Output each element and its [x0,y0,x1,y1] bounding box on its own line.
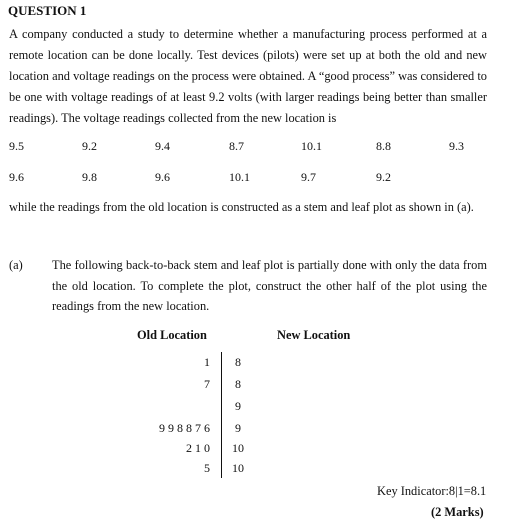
stem-value: 9 [235,421,241,435]
marks-label: (2 Marks) [431,505,484,519]
reading: 9.6 [155,170,170,184]
reading: 9.8 [82,170,97,184]
reading: 8.8 [376,139,391,153]
reading: 9.6 [9,170,24,184]
reading: 9.4 [155,139,170,153]
reading: 9.2 [376,170,391,184]
old-location-header: Old Location [137,328,207,342]
old-leaves: 1 [204,355,210,369]
reading: 9.3 [449,139,464,153]
intro-paragraph: A company conducted a study to determine whether a manufacturing process performed at a remote location can be done locally. Test devices (pilots) were set up at both the old and new location and voltage readings on the process were obtained. A “good process” was considered to be one with voltage readings of at least 9.2 volts (with larger readings being better than smaller readings). The voltage readings collected from the new location is [9,27,487,125]
reading: 9.7 [301,170,316,184]
new-location-header: New Location [277,328,351,342]
old-leaves [90,399,210,417]
readings-row-1 [0,139,514,155]
reading: 9.2 [82,139,97,153]
reading: 8.7 [229,139,244,153]
stem-value: 10 [232,441,244,455]
transition-text: while the readings from the old location is constructed as a stem and leaf plot as shown in (a). [9,200,474,214]
old-leaves: 7 [204,377,210,391]
stem-divider [221,352,222,478]
old-leaves: 9 9 8 8 7 6 [159,421,210,435]
readings-row-2 [0,170,514,186]
reading: 9.5 [9,139,24,153]
reading: 10.1 [301,139,322,153]
part-a-label: (a) [9,258,23,272]
key-indicator: Key Indicator:8|1=8.1 [377,484,487,498]
stem-value: 10 [232,461,244,475]
stem-value: 8 [235,377,241,391]
question-title: QUESTION 1 [8,3,87,18]
old-leaves: 2 1 0 [186,441,210,455]
reading: 10.1 [229,170,250,184]
stem-value: 8 [235,355,241,369]
stem-value: 9 [235,399,241,413]
part-a-text: The following back-to-back stem and leaf plot is partially done with only the data from the old location. To complete the plot, construct the other half of the plot using the readings from the new location. [52,258,487,313]
old-leaves: 5 [204,461,210,475]
